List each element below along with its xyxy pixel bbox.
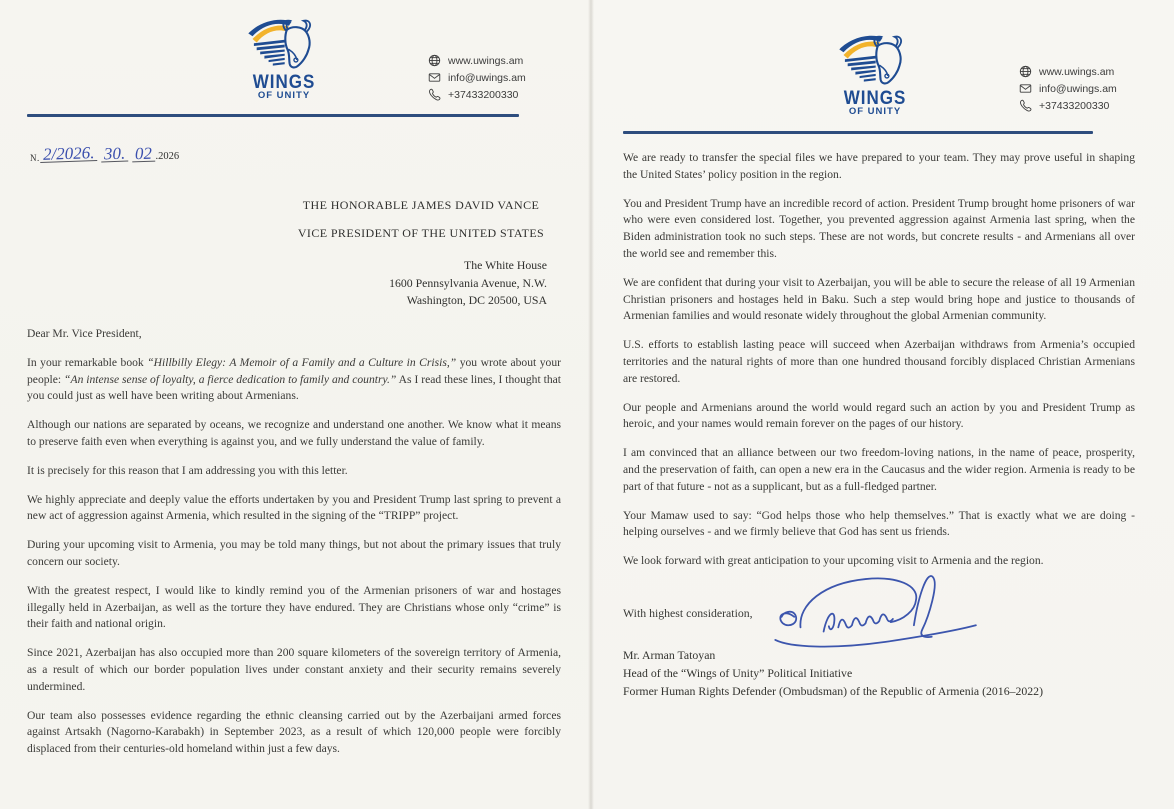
logo-wordmark-line2: OF UNITY (257, 90, 311, 101)
ref-month-handwritten: 02 (132, 146, 156, 163)
wings-of-unity-logo (817, 34, 933, 118)
phone-icon (1019, 99, 1032, 112)
phone-text: +37433200330 (448, 88, 519, 101)
reference-number (30, 143, 180, 164)
page-seam (588, 0, 594, 809)
recipient-address (295, 257, 547, 310)
phone-row (1019, 97, 1117, 114)
email-row (428, 69, 526, 86)
signer-name: Mr. Arman Tatoyan (623, 648, 716, 662)
closing-line: With highest consideration, (623, 606, 753, 620)
letter-paragraph-6: With the greatest respect, I would like to kindly remind you of the Armenian prisoners of war and hostages illegally held in Azerbaijan, as well as the torture they have endured. They are Christians whose only “crime” is their faith and national origin. (27, 583, 561, 631)
email-row (1019, 80, 1117, 97)
signer-title-1: Head of the “Wings of Unity” Political Initiative (623, 666, 853, 680)
letter-paragraph-8: Our team also possesses evidence regarding the ethnic cleansing carried out by the Azerbaijani armed forces against Artsakh (Nagorno-Karabakh) in September 2023, as a result of which 120,000 people were forcibly displaced from their centuries-old homeland within just a few days. (27, 708, 561, 756)
letter-paragraph-1: In your remarkable book “Hillbilly Elegy: A Memoir of a Family and a Culture in Crisis,” you wrote about your people: “An intense sense of loyalty, a fierce dedication to family and country.” As I read these lines, I thought that you could just as well have been writing about Armenians. (27, 355, 561, 403)
phone-row (428, 86, 526, 103)
letter-paragraph-7: Your Mamaw used to say: “God helps those who help themselves.” That is exactly what we are doing - helping ourselves - and we firmly believe that God has sent us friends. (623, 508, 1135, 539)
contact-block (1019, 63, 1117, 114)
globe-icon (428, 54, 441, 67)
signature-handwriting (769, 562, 979, 657)
recipient-title: VICE PRESIDENT OF THE UNITED STATES (297, 226, 545, 240)
letter-paragraph-5: During your upcoming visit to Armenia, you may be told many things, but not about the primary issues that truly concern our society. (27, 538, 561, 568)
letter-paragraph-1: We are ready to transfer the special files we have prepared to your team. They may prove useful in shaping the United States’ policy position in the region. (623, 151, 1135, 181)
address-line: The White House (464, 258, 547, 272)
bull-wings-logo-icon (234, 18, 334, 74)
letter-page-2 (591, 0, 1174, 809)
website-row (1019, 63, 1117, 80)
salutation: Dear Mr. Vice President, (27, 327, 142, 340)
letter-paragraph-5: Our people and Armenians around the world would regard such an action by you and President Trump as heroic, and your names would remain forever on the pages of our history. (623, 400, 1135, 431)
phone-icon (428, 88, 441, 101)
globe-icon (1019, 65, 1032, 78)
website-row (428, 52, 526, 69)
letter-paragraph-2: Although our nations are separated by oceans, we recognize and understand one another. We know what it means to preserve faith even when everything is against you, and we fully understand the value of family. (27, 418, 561, 448)
header-divider (27, 114, 519, 117)
signer-block (623, 646, 1043, 700)
email-text: info@uwings.am (448, 71, 526, 84)
letter-paragraph-3: It is precisely for this reason that I am addressing you with this letter. (27, 463, 348, 477)
contact-block (428, 52, 526, 103)
email-text: info@uwings.am (1039, 82, 1117, 95)
envelope-icon (428, 71, 441, 84)
letter-paragraph-8: We look forward with great anticipation to your upcoming visit to Armenia and the region. (623, 554, 1044, 568)
letter-paragraph-4: U.S. efforts to establish lasting peace will succeed when Azerbaijan withdraws from Armenia’s occupied territories and the natural rights of more than one hundred thousand forcibly displaced Christian Armenians are restored. (623, 338, 1135, 385)
envelope-icon (1019, 82, 1032, 95)
signer-title-2: Former Human Rights Defender (Ombudsman) of the Republic of Armenia (2016–2022) (623, 684, 1044, 698)
recipient-block (295, 198, 547, 310)
letter-paragraph-3: We are confident that during your visit to Azerbaijan, you will be able to secure the release of all 19 Armenian Christian prisoners and hostages held in Baku. Such a step would bring hope and justice to thousands of Armenian families and would resonate widely throughout the global Armenian community. (623, 275, 1135, 323)
letter-paragraph-4: We highly appreciate and deeply value the efforts undertaken by you and President Trump last spring to prevent a new act of aggression against Armenia, which resulted in the signing of the “TRIPP” project. (27, 492, 561, 523)
logo-wordmark-line1: WINGS (252, 70, 316, 93)
ref-year-printed: .2026 (155, 151, 180, 162)
logo-wordmark-line2: OF UNITY (848, 106, 902, 117)
header-divider (623, 131, 1093, 134)
website-text: www.uwings.am (1039, 65, 1115, 78)
address-line: 1600 Pennsylvania Avenue, N.W. (389, 275, 547, 290)
logo-wordmark-line1: WINGS (843, 86, 907, 109)
ref-prefix: N. (30, 153, 40, 163)
letter-paragraph-6: I am convinced that an alliance between our two freedom-loving nations, in the name of peace, prosperity, and the preservation of faith, can open a new era in the Caucasus and the wider region. Armenia is ready to be part of that future - not as a supplicant, but as a full-fledged partner. (623, 446, 1135, 493)
letter-paragraph-7: Since 2021, Azerbaijan has also occupied more than 200 square kilometers of the sovereign territory of Armenia, as a result of which our border population lives under constant anxiety and their security remains severely undermined. (27, 646, 561, 693)
letter-body-page2 (623, 150, 1135, 582)
recipient-name: THE HONORABLE JAMES DAVID VANCE (302, 198, 540, 212)
ref-day-handwritten: 30. (101, 146, 129, 163)
website-text: www.uwings.am (448, 54, 524, 67)
ref-number-handwritten: 2/2026. (39, 145, 97, 163)
wings-of-unity-logo (226, 18, 342, 102)
phone-text: +37433200330 (1039, 99, 1110, 112)
address-line: Washington, DC 20500, USA (406, 293, 547, 308)
letter-paragraph-2: You and President Trump have an incredible record of action. President Trump brought home prisoners of war who were even considered lost. Together, you prevented aggression against Armenia last spring, when the Biden administration took no such steps. These are not words, but concrete results - and Armenians all over the world see and remember this. (623, 196, 1135, 260)
letter-body-page1 (27, 326, 561, 770)
bull-wings-logo-icon (825, 34, 925, 90)
